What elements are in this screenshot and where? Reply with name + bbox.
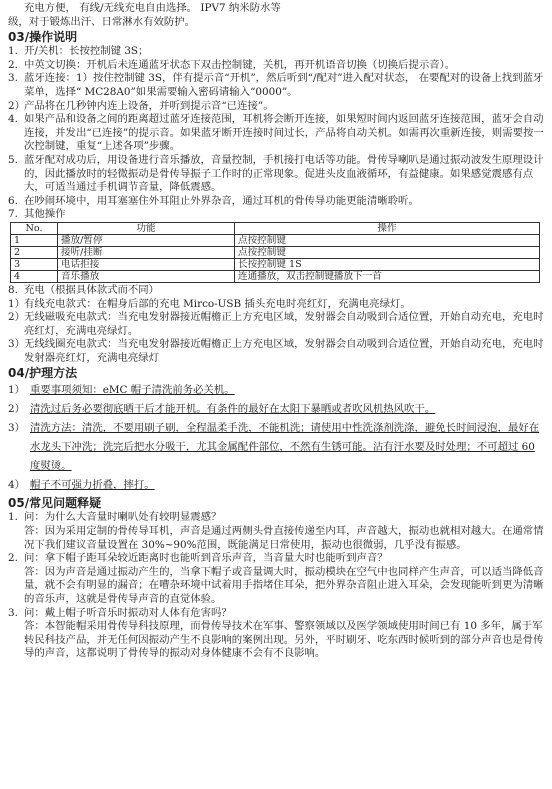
list-item (8, 113, 548, 154)
operations-table (10, 222, 540, 283)
text: 电话拒接 (58, 258, 235, 270)
faq-answer (8, 620, 548, 661)
text: 接听/挂断 (58, 246, 235, 258)
list-item (8, 208, 548, 222)
list-item (8, 338, 548, 365)
faq-question (8, 607, 548, 621)
list-item (8, 400, 548, 419)
intro-line-2: 级，对于锻炼出汗、日常淋水有效防护。 (8, 15, 196, 28)
list-item (8, 45, 548, 59)
table-row (11, 234, 540, 246)
faq-answer (8, 525, 548, 552)
intro-block (8, 2, 548, 16)
table-row (11, 246, 540, 258)
list-item (8, 59, 548, 73)
text: 3） (8, 422, 26, 435)
text: 无线磁吸充电款式：当充电发射器接近帽檐正上方充电区域，发射器会自动吸到合适位置，开始自动充电，充电时亮红灯，充满电亮绿灯。 (24, 311, 544, 337)
text: 连通播放，双击控制键播放下一首 (235, 270, 540, 282)
text: 2 (11, 246, 58, 258)
text: 5. (8, 153, 18, 166)
operation-list (8, 45, 548, 222)
list-item (8, 311, 548, 338)
charging-list (8, 284, 548, 366)
intro-line-1: 充电方便， 有线/无线充电自由选择。 IPV7 纳米防水等 (24, 2, 281, 14)
faq-question (8, 552, 548, 566)
text: 无线线圈充电款式：当充电发射器接近帽檐正上方充电区域，发射器会自动吸到合适位置，开始自动充电，充电时发射器亮红灯，充满电亮绿灯 (24, 338, 544, 364)
text: 播放/暂停 (58, 234, 235, 246)
text: 蓝牙连接：1）按住控制键 3S，伴有提示音“开机”，然后听到“/配对”进入配对状态， 在要配对的设备上找到蓝牙菜单，选择“ MC28A0”如果需要输入密码请输入“0000”。 (24, 72, 544, 98)
text: 充电（根据具体款式而不同） (24, 283, 160, 296)
text: 其他操作 (24, 208, 66, 221)
care-list (8, 381, 548, 495)
text: 帽子不可强力折叠，摔打。 (30, 479, 155, 492)
text: 2） (8, 99, 26, 112)
text: 3. (8, 72, 18, 85)
section-title-operation: 03/操作说明 (8, 30, 78, 45)
text: 4） (8, 479, 26, 492)
text: 在吵闹环境中，用耳塞塞住外耳阻止外界杂音，通过耳机的骨传导功能更能清晰聆听。 (24, 194, 419, 207)
text: 问：戴上帽子听音乐时振动对人体有危害吗？ (24, 606, 232, 619)
text: 答：因为声音是通过振动产生的，当拿下帽子或音量调大时，振动模块在空气中也同样产生声音，可以适当降低音量，就不会有明显的漏音；在嘈杂环境中试着用手指堵住耳朵，把外界杂音阻止进入耳朵，会发现能听到更为清晰的音乐声，这就是骨传导声音的直觉体验。 (24, 565, 544, 606)
text: 清洗过后务必要彻底晒干后才能开机。有条件的最好在太阳下暴晒或者吹风机热风吹干。 (30, 403, 436, 416)
faq-question (8, 511, 548, 525)
col-header-operation: 操作 (235, 222, 540, 234)
text: 答：本智能帽采用骨传导科技原理，而骨传导技术在军事、警察领域以及医学领域使用时间已有 10 多年，属于军转民科技产品，并无任何因振动产生不良影响的案例出现。另外，平时刷牙、吃东西时候听到的部分声音也是骨传导的声音，这都说明了骨传导的振动对身体健康不会有不良影响。 (24, 620, 544, 660)
list-item (8, 284, 548, 298)
text: 2. (8, 58, 18, 71)
text: 2. (8, 552, 18, 565)
text: 4. (8, 113, 18, 126)
faq-list (8, 511, 548, 661)
list-item (8, 381, 548, 400)
text: 1. (8, 511, 18, 524)
list-item (8, 72, 548, 99)
text: 1） (8, 297, 26, 310)
text: 音乐播放 (58, 270, 235, 282)
text: 2） (8, 403, 26, 416)
list-item (8, 476, 548, 495)
text: 点按控制键 (235, 246, 540, 258)
text: 1. (8, 45, 18, 58)
text: 问：为什么大音量时喇叭处有较明显震感？ (24, 511, 222, 524)
text: 开/关机：长按控制键 3S； (24, 45, 149, 58)
list-item (8, 419, 548, 476)
text: 2） (8, 311, 26, 324)
list-item (8, 154, 548, 195)
text: 长按控制键 1S (235, 258, 540, 270)
text: 7. (8, 208, 18, 221)
text: 3. (8, 606, 18, 619)
table-row (11, 270, 540, 282)
text: 3） (8, 338, 26, 351)
table-header-row (11, 222, 540, 234)
text: 重要事项须知：eMC 帽子清洗前务必关机。 (30, 384, 235, 397)
text: 中英文切换：开机后未连通蓝牙状态下双击控制键，关机，再开机语音切换（切换后提示音）。 (24, 58, 456, 71)
section-title-care: 04/护理方法 (8, 366, 78, 381)
text: 清洗方法：清洗，不要用刷子刷，全程温柔手洗，不能机洗；请使用中性洗涤剂洗涤，避免长时间浸泡，最好在水龙头下冲洗；洗完后把水分吸干，尤其金属配件部位，不然有生锈可能。沾有汗水要及时处理；不可超过 60 度熨烫。 (30, 422, 540, 473)
list-item (8, 195, 548, 209)
section-title-faq: 05/常见问题释疑 (8, 496, 102, 511)
list-item (8, 298, 548, 312)
text: 点按控制键 (235, 234, 540, 246)
text: 问：拿下帽子距耳朵较近距离时也能听到音乐声音，当音量大时也能听到声音？ (24, 552, 388, 565)
text: 答：因为采用定制的骨传导耳机，声音是通过两侧头骨直接传递至内耳，声音越大，振动也就相对越大。在通常情况下我们建议音量设置在 30%~90%范围，既能满足日常使用，振动也很微弱，几乎没有振感。 (24, 525, 544, 551)
text: 1 (11, 234, 58, 246)
col-header-function: 功能 (58, 222, 235, 234)
text: 1） (8, 384, 26, 397)
text: 产品将在几秒钟内连上设备，并听到提示音“已连接”。 (24, 99, 274, 112)
col-header-no: No. (11, 222, 58, 234)
list-item (8, 100, 548, 114)
text: 有线充电款式：在帽身后部的充电 Mirco-USB 插头充电时亮红灯，充满电亮绿灯。 (24, 297, 411, 310)
table-row (11, 258, 540, 270)
text: 如果产品和设备之间的距离超过蓝牙连接范围，耳机将会断开连接，如果短时间内返回蓝牙连接范围，蓝牙会自动连接，并发出“已连接”的提示音。如果蓝牙断开连接时间过长，产品将自动关机。如需再次重新连接，则需要按一次控制键，重复“上述各项”步骤。 (24, 113, 544, 153)
text: 6. (8, 194, 18, 207)
text: 蓝牙配对成功后，用设备进行音乐播放，音量控制，手机接打电话等功能。骨传导喇叭是通过振动波发生原理设计的，因此播放时的轻微振动是骨传导振子工作时的正常现象。促进头皮血液循环，有益健康。如果感觉震感有点大，可适当通过手机调节音量，降低震感。 (24, 153, 544, 194)
text: 3 (11, 258, 58, 270)
text: 8. (8, 283, 18, 296)
faq-answer (8, 566, 548, 607)
text: 4 (11, 270, 58, 282)
